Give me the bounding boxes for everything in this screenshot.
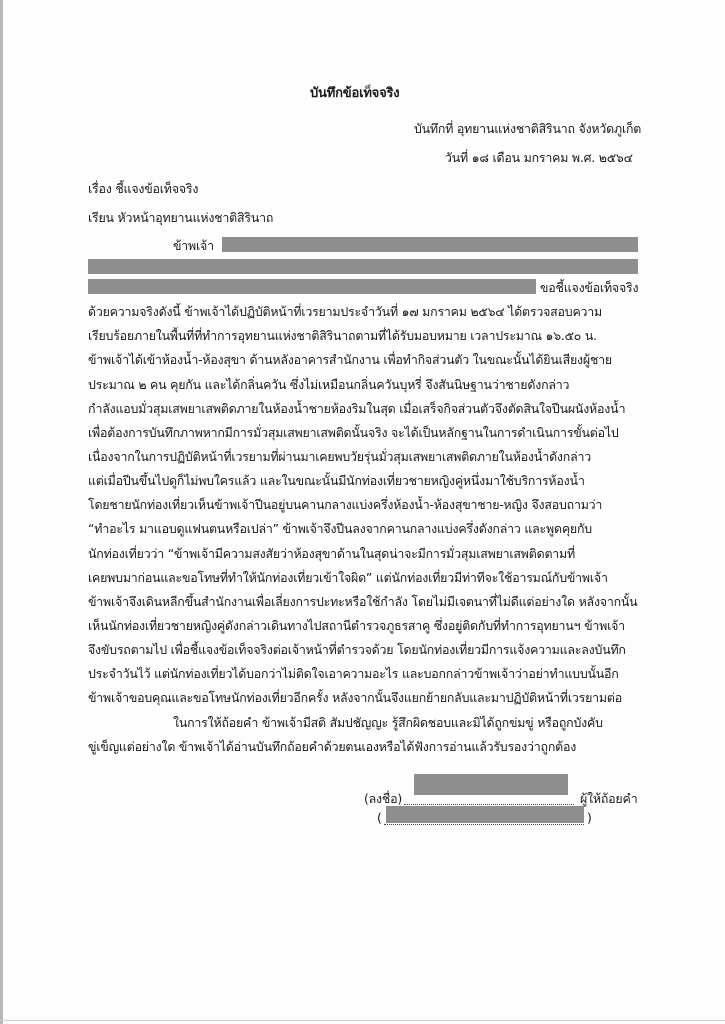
closing-line: ขู่เข็ญแต่อย่างใด ข้าพเจ้าได้อ่านบันทึกถ้อยคำด้วยตนเองหรือได้ฟังการอ่านแล้วรับรองว่าถูกต้อง [88, 739, 577, 754]
scan-edge [0, 0, 3, 1024]
body-line: ด้วยความจริงดังนี้ ข้าพเจ้าได้ปฏิบัติหน้าที่เวรยามประจำวันที่ ๑๗ มกราคม ๒๕๖๔ ได้ตรวจสอบความ [88, 304, 603, 319]
name-close-paren: ) [587, 810, 592, 825]
body-line: เพื่อต้องการบันทึกภาพหากมีการมั่วสุมเสพยาเสพติดนั้นจริง จะได้เป็นหลักฐานในการดำเนินการขั้นต่อไป [88, 425, 619, 440]
redacted-signature [414, 774, 568, 795]
body-line: แต่เมื่อปีนขึ้นไปดูก็ไม่พบใครแล้ว และในขณะนั้นมีนักท่องเที่ยวชายหญิงคู่หนึ่งมาใช้บริการห้องน้ำ [88, 473, 585, 488]
signature-suffix: ผู้ให้ถ้อยคำ [580, 791, 638, 806]
body-line: ข้าพเจ้าจึงเดินหลีกขึ้นสำนักงานเพื่อเลี่ยงการปะทะหรือใช้กำลัง โดยไม่มีเจตนาที่ไม่ดีแต่อย่างใด หลังจากนั้น [88, 594, 638, 609]
body-line: เนื่องจากในการปฏิบัติหน้าที่เวรยามที่ผ่านมาเคยพบวัยรุ่นมั่วสุมเสพยาเสพติดภายในห้องน้ำดังกล่าว [88, 449, 591, 464]
intro-text: ข้าพเจ้า [173, 238, 214, 253]
document-title: บันทึกข้อเท็จจริง [310, 86, 400, 101]
body-line: จึงขับรถตามไป เพื่อชี้แจงข้อเท็จจริงต่อเจ้าหน้าที่ตำรวจด้วย โดยนักท่องเที่ยวมีการแจ้งความและลงบันทึก [88, 642, 626, 657]
body-line: โดยชายนักท่องเที่ยวเห็นข้าพเจ้าปีนอยู่บนคานกลางแบ่งครึ่งห้องน้ำ-ห้องสุขาชาย-หญิง จึงสอบถามว่า [88, 497, 603, 512]
signature-prefix: (ลงชื่อ) [364, 791, 402, 806]
redacted-position [88, 259, 638, 274]
body-line: ประมาณ ๒ คน คุยกัน และได้กลิ่นควัน ซึ่งไม่เหมือนกลิ่นควันบุหรี่ จึงสันนิษฐานว่าชายดังกล่าว [88, 377, 570, 392]
closing-line: ในการให้ถ้อยคำ ข้าพเจ้ามีสติ สัมปชัญญะ รู้สึกผิดชอบและมิได้ถูกข่มขู่ หรือถูกบังคับ [173, 715, 603, 730]
subject-line: เรื่อง ชี้แจงข้อเท็จจริง [88, 181, 199, 196]
redacted-printed-name [386, 806, 584, 823]
body-line: เคยพบมาก่อนและขอโทษที่ทำให้นักท่องเที่ยวเข้าใจผิด” แต่นักท่องเที่ยวมีท่าทีจะใช้อารมณ์กับข้าพเจ้า [88, 570, 608, 585]
body-line: นักท่องเที่ยวว่า “ข้าพเจ้ามีความสงสัยว่าห้องสุขาด้านในสุดน่าจะมีการมั่วสุมเสพยาเสพติดตามที่ [88, 546, 575, 561]
body-line: ข้าพเจ้าขอบคุณและขอโทษนักท่องเที่ยวอีกครั้ง หลังจากนั้นจึงแยกย้ายกลับและมาปฏิบัติหน้าที่เวรยามต่อ [88, 690, 622, 705]
body-line: เรียบร้อยภายในพื้นที่ที่ทำการอุทยานแห่งชาติสิรินาถตามที่ได้รับมอบหมาย เวลาประมาณ ๑๖.๕๐ น. [88, 328, 597, 343]
signature-dotted-line [404, 804, 574, 805]
redacted-name [222, 237, 638, 252]
body-line: ประจำวันไว้ แต่นักท่องเที่ยวได้บอกว่าไม่ติดใจเอาความอะไร และบอกกล่าวข้าพเจ้าว่าอย่าทำแบบนั้นอีก [88, 666, 619, 681]
body-line: กำลังแอบมั่วสุมเสพยาเสพติดภายในห้องน้ำชายห้องริมในสุด เมื่อเสร็จกิจส่วนตัวจึงตัดสินใจปีนผนังห้องน้ำ [88, 401, 626, 416]
date-line: วันที่ ๑๘ เดือน มกราคม พ.ศ. ๒๕๖๔ [445, 150, 633, 165]
name-open-paren: ( [377, 810, 382, 825]
addressee-line: เรียน หัวหน้าอุทยานแห่งชาติสิรินาถ [88, 210, 274, 225]
body-line: ข้าพเจ้าได้เข้าห้องน้ำ-ห้องสุขา ด้านหลังอาคารสำนักงาน เพื่อทำกิจส่วนตัว ในขณะนั้นได้ยินเสียงผู้ชาย [88, 352, 612, 367]
scan-bottom-edge [0, 1020, 725, 1021]
body-line: เห็นนักท่องเที่ยวชายหญิงคู่ดังกล่าวเดินทางไปสถานีตำรวจภูธรสาคู ซึ่งอยู่ติดกับที่ทำการอุทยานฯ ข้าพเจ้า [88, 618, 625, 633]
name-dotted-line [384, 824, 584, 825]
redacted-affiliation [88, 279, 536, 294]
body-line: ขอชี้แจงข้อเท็จจริง [540, 280, 639, 295]
body-line: “ทำอะไร มาแอบดูแฟนตนหรือเปล่า” ข้าพเจ้าจึงปีนลงจากคานกลางแบ่งครึ่งดังกล่าว และพูดคุยกับ [88, 521, 592, 536]
record-place: บันทึกที่ อุทยานแห่งชาติสิรินาถ จังหวัดภูเก็ต [414, 121, 642, 136]
